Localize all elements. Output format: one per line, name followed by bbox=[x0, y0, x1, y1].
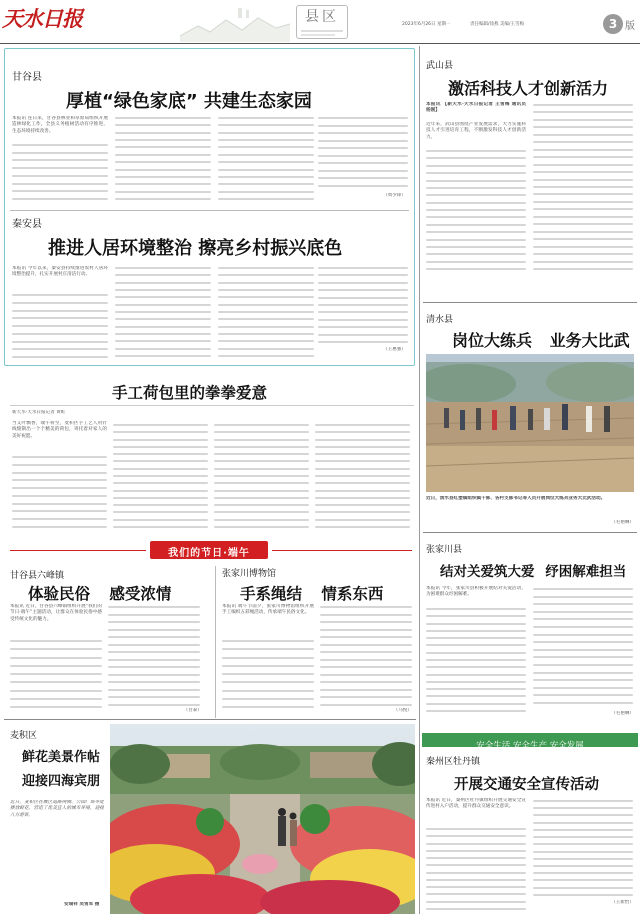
masthead-editor: 责任编辑/徐燕 美编/王雪梅 bbox=[470, 22, 524, 27]
headline-liufeng: 体验民俗 感受浓情 bbox=[28, 585, 172, 603]
page-number-circle-icon bbox=[603, 14, 623, 34]
training-field-photo bbox=[426, 354, 634, 492]
text-block-handcraft-3 bbox=[214, 424, 309, 528]
text-block-gangu-1 bbox=[12, 144, 108, 200]
text-block-museum-2 bbox=[320, 606, 412, 706]
author-liufeng: （甘泰） bbox=[183, 708, 202, 713]
section-label: 县区 bbox=[305, 9, 339, 25]
divider-liufeng-museum bbox=[215, 566, 216, 718]
region-label-zhangchuan: 张家川县 bbox=[426, 545, 463, 555]
handcraft-rule bbox=[10, 405, 414, 406]
headline-handcraft: 手工荷包里的拳拳爱意 bbox=[112, 384, 268, 402]
text-block-liufeng-1 bbox=[10, 640, 102, 708]
text-block-gangu-3 bbox=[218, 117, 314, 200]
lead-qinan: 本报讯 今年以来，秦安县持续推进农村人居环境整治提升，扎实开展村庄清洁行动。 bbox=[12, 266, 108, 278]
masthead-logo bbox=[2, 2, 117, 38]
section-tab bbox=[296, 5, 348, 39]
byline-handcraft: 新天水·天水日报记者 黄虹 bbox=[12, 410, 66, 415]
caption-qingshui: 近日，清水县红堡镇组织镇干部、各村支部书记等人员开展岗位大练兵业务大比武活动。 bbox=[426, 496, 606, 501]
headline-zhangchuan: 结对关爱筑大爱 纾困解难担当 bbox=[440, 564, 627, 580]
text-block-handcraft-4 bbox=[315, 424, 410, 528]
region-label-maiji: 麦积区 bbox=[10, 731, 38, 741]
region-label-qinan: 秦安县 bbox=[12, 219, 42, 230]
text-block-qinan-4 bbox=[318, 267, 408, 343]
masthead-paper-name: 天水日报 bbox=[2, 6, 82, 31]
region-label-qingshui: 清水县 bbox=[426, 315, 454, 325]
lead-mudan: 本报讯 近日，秦州区牡丹镇组织开展交通安全宣传进村入户活动，提升群众交通安全意识。 bbox=[426, 798, 526, 810]
text-block-wushan-1 bbox=[426, 150, 526, 270]
headline-gangu: 厚植“绿色家底” 共建生态家园 bbox=[66, 91, 312, 112]
text-block-museum-1 bbox=[222, 640, 314, 708]
text-block-liufeng-2 bbox=[108, 606, 200, 706]
region-label-liufeng: 甘谷县六峰镇 bbox=[10, 571, 65, 581]
text-block-qinan-3 bbox=[218, 267, 314, 357]
region-label-mudan: 秦州区牡丹镇 bbox=[426, 757, 481, 767]
headline-maiji-2: 迎接四海宾朋 bbox=[22, 774, 101, 789]
festival-rule-left bbox=[10, 550, 146, 551]
festival-rule-right bbox=[272, 550, 412, 551]
region-label-gangu: 甘谷县 bbox=[12, 72, 42, 83]
caption-maiji: 近日，麦积区在城区道路两侧、公园广场等处摆放鲜花，营造了优美宜人的城市环境，迎接八方游客。 bbox=[10, 800, 104, 818]
region-label-museum: 张家川博物馆 bbox=[222, 569, 277, 579]
author-gangu: （周少锋） bbox=[383, 193, 406, 198]
author-qinan: （王惠强） bbox=[383, 347, 406, 352]
divider-museum-maiji bbox=[4, 719, 416, 720]
lead-wushan: 近年来，武山县围绕产业发展需求，大力实施科技人才引进培育工程，不断激发科技人才创新活力。 bbox=[426, 122, 526, 140]
lead-handcraft: 当艾叶飘香，端午将至，麦积区手工艺人用针线缝制出一个个精美的荷包，寄托着对家人的美好祝愿。 bbox=[12, 421, 107, 439]
author-mudan: （王新怡） bbox=[611, 900, 634, 905]
masthead-ornament-icon bbox=[180, 2, 290, 42]
divider-gangu-qinan bbox=[10, 210, 409, 211]
author-museum: （马悦） bbox=[393, 708, 412, 713]
text-block-gangu-2 bbox=[115, 117, 211, 200]
headline-wushan: 激活科技人才创新活力 bbox=[448, 79, 609, 98]
caption-author-qingshui: （毛艳琳） bbox=[611, 520, 634, 525]
masthead-rule bbox=[0, 43, 640, 44]
text-block-handcraft-2 bbox=[113, 424, 208, 528]
text-block-qinan-1 bbox=[12, 294, 108, 358]
byline-wushan: 本报讯 【新天水·天水日报记者 王雪梅 通讯员 杨刚】 bbox=[426, 102, 526, 114]
text-block-qinan-2 bbox=[115, 267, 211, 357]
lead-museum: 本报讯 端午节前夕，张家川博物馆组织开展手工编织五彩绳活动，传承端午民俗文化。 bbox=[222, 604, 314, 616]
flower-plaza-photo bbox=[110, 724, 415, 914]
safety-banner bbox=[422, 733, 638, 751]
author-zhangchuan: （毛艳琳） bbox=[611, 711, 634, 716]
region-label-wushan: 武山县 bbox=[426, 61, 454, 71]
headline-mudan: 开展交通安全宣传活动 bbox=[454, 777, 599, 793]
text-block-mudan-1 bbox=[426, 828, 526, 910]
text-block-wushan-2 bbox=[533, 104, 633, 270]
masthead bbox=[0, 0, 640, 44]
text-block-gangu-4 bbox=[318, 117, 408, 187]
page-number: 3 bbox=[608, 17, 618, 31]
text-block-zhangchuan-1 bbox=[426, 608, 526, 712]
headline-qingshui: 岗位大练兵 业务大比武 bbox=[452, 331, 630, 350]
lead-gangu: 本报讯 连日来，甘谷县林业和草原局组织开展造林绿化工作，全县义务植树活动有序推进，生态环境持续改善。 bbox=[12, 116, 108, 134]
headline-qinan: 推进人居环境整治 擦亮乡村振兴底色 bbox=[48, 238, 343, 259]
safety-banner-label: 安全生活 安全生产 安全发展 bbox=[476, 741, 584, 751]
divider-wushan-qingshui bbox=[423, 302, 637, 303]
headline-museum: 手系绳结 情系东西 bbox=[240, 585, 384, 603]
page-suffix: 版 bbox=[625, 21, 635, 32]
festival-banner-label: 我们的节日·端午 bbox=[168, 548, 250, 559]
divider-qingshui-zhangchuan bbox=[423, 532, 637, 533]
lead-liufeng: 本报讯 近日，甘谷县六峰镇组织开展“我们的节日·端午”主题活动，让群众在体验民俗中感受传统文化的魅力。 bbox=[10, 604, 102, 622]
text-block-mudan-2 bbox=[533, 800, 633, 896]
festival-banner bbox=[150, 541, 268, 559]
text-block-zhangchuan-2 bbox=[533, 588, 633, 704]
photo-credit-maiji: 安瑞祥 吴雪军 摄 bbox=[64, 902, 100, 907]
headline-maiji-1: 鲜花美景作帖 bbox=[22, 750, 101, 765]
column-divider bbox=[419, 46, 420, 914]
masthead-date: 2023年6月26日 星期一 bbox=[402, 22, 451, 27]
text-block-handcraft-1 bbox=[12, 456, 107, 528]
lead-zhangchuan: 本报讯 今年，张家川县积极开展结对关爱活动，为困难群众纾困解难。 bbox=[426, 586, 526, 598]
